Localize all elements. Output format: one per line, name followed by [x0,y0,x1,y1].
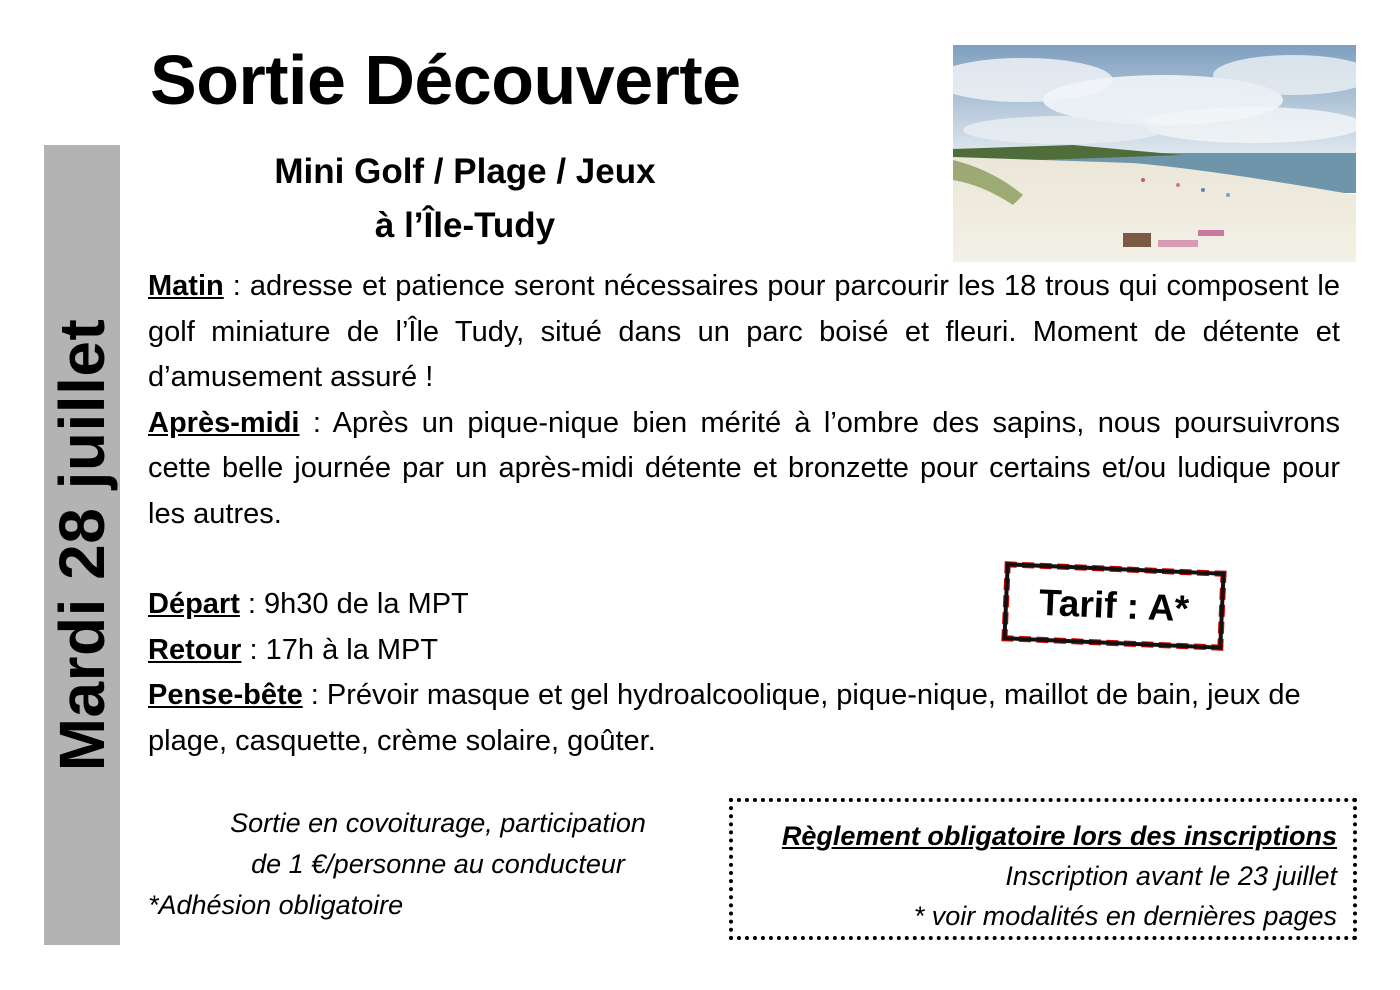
subtitle-location: à l’Île-Tudy [374,206,556,245]
departure-text: : 9h30 de la MPT [239,588,469,620]
membership-note: *Adhésion obligatoire [148,890,404,920]
subtitle [185,145,745,253]
registration-note: * voir modalités en dernières pages [913,901,1337,931]
return-label: Retour [148,633,242,666]
carpool-note-line1: Sortie en covoiturage, participation [230,808,646,838]
afternoon-paragraph [148,401,1340,538]
beach-photo [953,45,1356,262]
tarif-badge [1001,561,1226,651]
departure-label: Départ [148,588,240,620]
registration-deadline: Inscription avant le 23 juillet [1005,861,1337,891]
page-title: Sortie Découverte [150,41,741,119]
reminder-line [148,673,1340,764]
registration-box [729,798,1357,940]
morning-paragraph [148,264,1340,401]
registration-title: Règlement obligatoire lors des inscriptions [781,821,1337,851]
carpool-note [148,803,728,926]
reminder-label: Pense-bête [148,679,303,711]
carpool-note-line2: de 1 €/personne au conducteur [251,849,625,879]
beach-photo-image [953,45,1356,262]
subtitle-activities: Mini Golf / Plage / Jeux [274,152,656,191]
morning-label: Matin [148,270,224,302]
afternoon-label: Après-midi [148,406,300,439]
reminder-text: : Prévoir masque et gel hydroalcoolique, pique-nique, maillot de bain, jeux de plage, casquette, crème solaire, goûter. [148,679,1301,757]
return-text: : 17h à la MPT [241,633,439,666]
tarif-text: Tarif : A* [1038,581,1190,630]
afternoon-text: : Après un pique-nique bien mérité à l’ombre des sapins, nous poursuivrons cette belle journée par un après-midi détente et bronzette pour certains et/ou ludique pour les autres. [148,406,1340,530]
morning-text: : adresse et patience seront nécessaires pour parcourir les 18 trous qui composent le golf miniature de l’Île Tudy, situé dans un parc boisé et fleuri. Moment de détente et d’amusement assuré ! [148,270,1340,393]
program-description [148,264,1340,537]
date-banner-text: Mardi 28 juillet [46,318,118,772]
